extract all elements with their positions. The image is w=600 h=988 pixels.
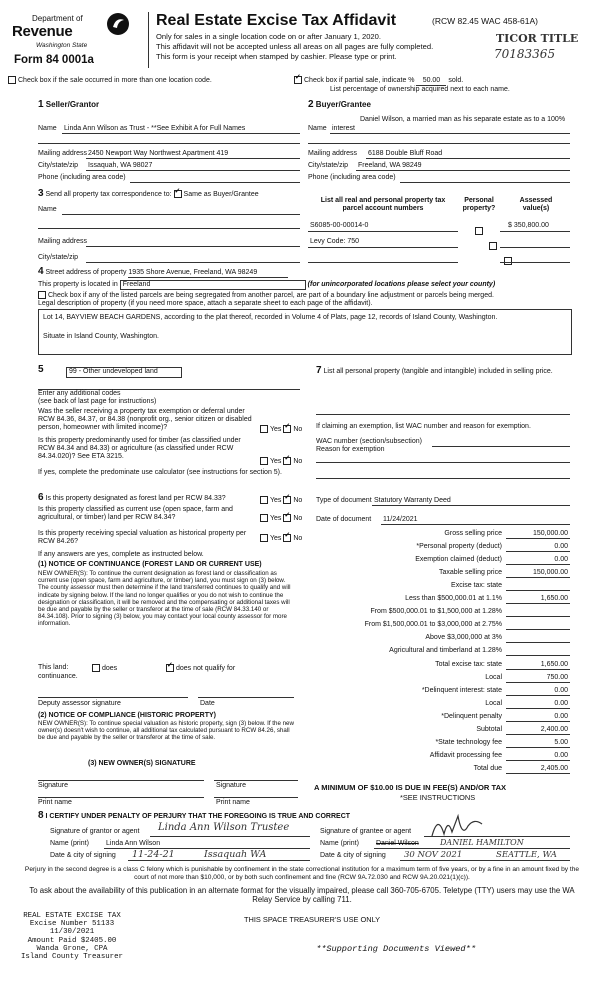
checkbox[interactable]	[38, 291, 46, 299]
levy-code[interactable]: Levy Code: 750	[310, 238, 360, 245]
s5-q2: Is this property predominantly used for timber (as classified under RCW 84.34 and 84.33) or agriculture (as classified under RCW 84.34.020)? See ETA 3215.	[38, 437, 241, 460]
rule	[38, 228, 300, 229]
buyer-name-top[interactable]: Daniel Wilson, a married man as his separate estate as to a 100%	[360, 116, 566, 123]
this-land-label: This land:	[38, 664, 69, 671]
located-label: This property is located in	[38, 281, 118, 288]
tax-row-label: Above $3,000,000 at 3%	[425, 634, 502, 642]
section-2-heading	[308, 101, 371, 109]
stamp-line: REAL ESTATE EXCISE TAX	[23, 912, 121, 920]
revenue-label: Revenue	[12, 23, 73, 40]
tax-row-value[interactable]: 0.00	[554, 712, 568, 720]
rule	[366, 158, 570, 159]
legal-line-2: Situate in Island County, Washington.	[43, 333, 159, 340]
segregated-check[interactable]	[38, 291, 583, 300]
header-note-2: This affidavit will not be accepted unless all areas on all pages are fully completed.	[156, 42, 434, 51]
tax-row-rule	[506, 708, 570, 709]
use-code-select[interactable]: 99 - Other undeveloped land	[66, 367, 182, 378]
treasurer-use-label: THIS SPACE TREASURER'S USE ONLY	[244, 915, 381, 924]
tax-row-value[interactable]: 150,000.00	[532, 569, 568, 577]
stamp-line: 11/30/2021	[49, 928, 95, 937]
tax-row-label: Affidavit processing fee	[429, 751, 502, 759]
buyer-city[interactable]: Freeland, WA 98249	[358, 162, 422, 169]
tax-row-rule	[506, 577, 570, 578]
section-4-num: 4	[38, 266, 44, 277]
no-checkbox[interactable]	[283, 514, 291, 522]
tax-row-value[interactable]: 0.00	[554, 543, 568, 551]
located-row	[38, 280, 495, 290]
no-checkbox[interactable]	[283, 457, 291, 465]
rule	[424, 836, 570, 837]
seller-name[interactable]: Linda Ann Wilson as Trust - **See Exhibit A for Full Names	[64, 125, 246, 132]
tax-row-rule	[506, 616, 570, 617]
deputy-date-label: Date	[200, 700, 215, 707]
assessed-value-1[interactable]: $ 350,800.00	[508, 222, 549, 229]
grantor-signature[interactable]: Linda Ann Wilson Trustee	[158, 822, 290, 833]
new-owner-sig-title: (3) NEW OWNER(S) SIGNATURE	[88, 760, 196, 767]
tax-row-value[interactable]: 0.00	[554, 686, 568, 694]
grantee-name[interactable]: Daniel Wilson	[376, 840, 419, 847]
rule	[150, 836, 310, 837]
continuance-label: continuance.	[38, 673, 78, 680]
tax-row-label: Gross selling price	[444, 530, 502, 537]
personal-property-checkbox-3[interactable]	[504, 257, 512, 265]
grantor-sig-label: Signature of grantor or agent	[50, 828, 140, 835]
dept-of-label: Department of	[32, 14, 83, 23]
section-1-num: 1	[38, 99, 44, 110]
form-title: Real Estate Excise Tax Affidavit	[156, 12, 397, 29]
tax-row-value[interactable]: 150,000.00	[532, 530, 568, 537]
no-checkbox[interactable]	[283, 496, 291, 504]
tax-row-label: Local	[485, 699, 502, 707]
rule	[330, 133, 570, 134]
no-label: No	[293, 496, 303, 504]
pct-note: List percentage of ownership acquired next to each name.	[330, 86, 510, 93]
form-number: Form 84 0001a	[14, 54, 94, 66]
stamp-line: Wanda Grone, CPA	[36, 944, 108, 953]
does-check[interactable]	[92, 664, 117, 673]
doc-type[interactable]: Statutory Warranty Deed	[374, 497, 451, 504]
section-4-heading	[38, 268, 288, 278]
street-address[interactable]: 1935 Shore Avenue, Freeland, WA 98249	[128, 269, 288, 278]
no-label: No	[293, 514, 303, 522]
wac-label: WAC number (section/subsection)	[316, 438, 422, 445]
tax-row-label: Subtotal	[476, 725, 502, 733]
header-note-1: Only for sales in a single location code on or after January 1, 2020.	[156, 32, 381, 41]
section-2-num: 2	[308, 99, 314, 110]
seller-phone-label: Phone (including area code)	[38, 174, 126, 181]
tax-row-label: Exemption claimed (deduct)	[415, 556, 502, 564]
seller-city-label: City/state/zip	[38, 162, 79, 169]
certify-heading	[38, 812, 350, 821]
yes-label: Yes	[270, 457, 282, 465]
if-yes-note: If any answers are yes, complete as instructed below.	[38, 551, 204, 558]
no-checkbox[interactable]	[283, 425, 291, 433]
buyer-name-label: Name	[308, 125, 327, 132]
perjury-notice: Perjury in the second degree is a class C felony which is punishable by confinement in the state correctional institution for a maximum term of five years, or by a fine in an amount fixed by the court of not more than $10,000, or by both such confinement and fine (RCW 9A.72.030 and RCW 9A.20.021(1)(c)).	[24, 866, 580, 881]
owner-signature-label: Signature	[38, 782, 68, 789]
s6-q3: Is this property receiving special valuation as historical property per RCW 84.26?	[38, 530, 247, 545]
rule	[308, 231, 458, 232]
supporting-docs-viewed: **Supporting Documents Viewed**	[316, 944, 476, 954]
tax-row-value[interactable]: 5.00	[554, 738, 568, 746]
tax-row-label: *State technology fee	[435, 738, 502, 746]
seller-heading: Seller/Grantor	[45, 100, 100, 109]
tax-row-rule	[506, 760, 570, 761]
street-address-label: Street address of property	[45, 269, 127, 276]
rule	[38, 797, 204, 798]
does-label: does	[102, 664, 118, 672]
rule	[62, 133, 300, 134]
s6-q1-text: Is this property designated as forest land per RCW 84.33?	[45, 495, 226, 502]
notice-1-body: NEW OWNER(S): To continue the current designation as forest land or classification as current use (open space, farm and agriculture, or timber) land, you must sign on (3) below. The county assessor must then determine if the land transferred continues to qualify and will indicate by signing below. If the land no longer qualifies or you do not wish to continue the designation or classification, it will be removed and the compensating or additional taxes will be due and payable by the seller or transferor at the time of sale (RCW 84.33.140 or 84.34.108). Prior to signing (3) below, you may contact your local county assessor for more information.	[38, 570, 291, 628]
partial-sale-label: Check box if partial sale, indicate %	[304, 76, 415, 84]
section-3-num: 3	[38, 188, 44, 199]
rule	[86, 262, 300, 263]
owner-print-label: Print name	[38, 799, 72, 806]
rule	[86, 246, 300, 247]
yes-label: Yes	[270, 425, 282, 433]
rule	[214, 797, 298, 798]
tax-row-label: *Personal property (deduct)	[416, 543, 502, 551]
rule	[372, 505, 570, 506]
tax-row-rule	[506, 590, 570, 591]
checkbox-checked[interactable]	[294, 76, 302, 84]
s5-q1: Was the seller receiving a property tax exemption or deferral under RCW 84.36, 84.37, or 84.38 (nonprofit org., senior citizen or disabled person, homeowner with limited income)?	[38, 408, 252, 431]
tax-row-rule	[506, 695, 570, 696]
tax-row-rule	[506, 734, 570, 735]
minimum-notice: A MINIMUM OF $10.00 IS DUE IN FEE(S) AND/OR TAX	[314, 783, 507, 792]
doc-date-label: Date of document	[316, 516, 372, 523]
rule	[374, 848, 570, 849]
tax-row-rule	[506, 655, 570, 656]
grantee-date-label: Date & city of signing	[320, 852, 386, 859]
multi-location-check[interactable]	[8, 76, 212, 85]
tax-row-rule	[506, 629, 570, 630]
stamp-line: Amount Paid $2405.00	[27, 936, 117, 945]
section-8-num: 8	[38, 810, 44, 821]
treasurer-stamp	[12, 912, 132, 961]
partial-pct[interactable]: 50.00	[416, 77, 446, 86]
rule	[356, 170, 570, 171]
rule	[38, 780, 204, 781]
deputy-sig-label: Deputy assessor signature	[38, 700, 121, 707]
does-not-label: does not qualify for	[176, 664, 236, 672]
ticor-stamp: TICOR TITLE	[496, 32, 579, 45]
notice-2-body: NEW OWNER(S): To continue special valuation as historic property, sign (3) below. If the new owner(s) doesn't wish to continue, all additional tax calculated pursuant to RCW 84.26, shall be due and payable by the seller or transferor at the time of sale.	[38, 720, 294, 742]
grantee-date[interactable]: 30 NOV 2021	[404, 850, 463, 860]
yes-checkbox[interactable]	[260, 457, 268, 465]
no-label: No	[293, 457, 303, 465]
rule	[62, 214, 300, 215]
rule	[316, 414, 570, 415]
does-not-check[interactable]	[166, 664, 235, 673]
s6-q2: Is this property classified as current use (open space, farm and agricultural, or timber) land per RCW 84.34?	[38, 506, 233, 521]
same-as-buyer-label: Same as Buyer/Grantee	[183, 191, 259, 198]
tax-row-rule	[506, 747, 570, 748]
tax-row-label: Less than $500,000.01 at 1.1%	[405, 595, 502, 603]
tax-row-label: Excise tax: state	[451, 582, 502, 590]
rule	[432, 446, 570, 447]
tax-row-rule	[506, 721, 570, 722]
rule	[128, 860, 310, 861]
grantor-date[interactable]: 11-24-21	[132, 849, 175, 860]
tax-row-rule	[506, 564, 570, 565]
tax-row-label: From $1,500,000.01 to $3,000,000 at 2.75%	[364, 621, 502, 629]
s3-city-label: City/state/zip	[38, 254, 79, 261]
tax-row-value[interactable]: 1,650.00	[540, 660, 568, 668]
tax-row-rule	[506, 682, 570, 683]
grantee-hand-name[interactable]: DANIEL HAMILTON	[440, 838, 524, 847]
section-5-num: 5	[38, 364, 44, 375]
rule	[500, 247, 570, 248]
legal-label: Legal description of property (if you need more space, attach a separate sheet to each page of the affidavit).	[38, 300, 373, 307]
section-7-text: List all personal property (tangible and intangible) included in selling price.	[323, 368, 553, 375]
buyer-address-label: Mailing address	[308, 150, 358, 157]
doc-date[interactable]: 11/24/2021	[383, 516, 418, 523]
see-back-label: (see back of last page for instructions)	[38, 398, 157, 405]
does-checkbox[interactable]	[92, 664, 100, 672]
s6-q1	[38, 494, 226, 503]
tax-row-value[interactable]: 0.00	[554, 751, 568, 759]
personal-property-checkbox-1[interactable]	[475, 227, 483, 235]
dor-logo	[10, 12, 132, 72]
buyer-heading: Buyer/Grantee	[315, 100, 371, 109]
s5-q2b: If yes, complete the predominate use calculator (see instructions for section 5).	[38, 469, 282, 476]
tax-row-value[interactable]: 750.00	[546, 673, 568, 681]
rule	[316, 478, 570, 479]
wa-state-label: Washington State	[36, 42, 88, 49]
seller-city[interactable]: Issaquah, WA 98027	[88, 162, 153, 169]
owner-signature-label-2: Signature	[216, 782, 246, 789]
rule	[214, 780, 298, 781]
personal-col-header: Personal property?	[462, 197, 496, 212]
ticor-number: 70183365	[494, 47, 556, 61]
owner-print-label-2: Print name	[216, 799, 250, 806]
tax-row-rule	[506, 773, 570, 774]
rule	[198, 697, 294, 698]
does-not-checkbox[interactable]	[166, 664, 174, 672]
tax-row-rule	[506, 551, 570, 552]
rule	[316, 462, 570, 463]
rule	[400, 860, 570, 861]
yes-label: Yes	[270, 534, 282, 542]
tax-row-rule	[506, 669, 570, 670]
yes-checkbox[interactable]	[260, 496, 268, 504]
s6-q3-answer[interactable]	[260, 534, 302, 543]
doc-type-label: Type of document	[316, 497, 372, 504]
unincorporated-note: (for unincorporated locations please select your county)	[307, 281, 496, 288]
legal-description-box[interactable]	[38, 309, 572, 355]
revenue-emblem-icon	[106, 12, 130, 36]
tax-row-label: *Delinquent penalty	[441, 712, 502, 720]
partial-sale-check[interactable]	[294, 76, 463, 86]
seller-address[interactable]: 2450 Newport Way Northwest Apartment 419	[88, 150, 229, 157]
s5-q2-answer[interactable]	[260, 457, 302, 466]
no-label: No	[293, 425, 303, 433]
rule	[308, 143, 570, 144]
multi-location-label: Check box if the sale occurred in more than one location code.	[18, 76, 212, 84]
tax-row-value[interactable]: 0.00	[554, 699, 568, 707]
certify-text: I CERTIFY UNDER PENALTY OF PERJURY THAT THE FOREGOING IS TRUE AND CORRECT	[45, 813, 351, 820]
rule	[500, 262, 570, 263]
s6-q2-answer[interactable]	[260, 514, 302, 523]
section-6-num: 6	[38, 492, 44, 503]
tax-row-label: Local	[485, 673, 502, 681]
rule	[400, 182, 570, 183]
tax-row-label: Total excise tax: state	[435, 660, 502, 668]
tax-row-value[interactable]: 2,400.00	[540, 725, 568, 733]
tax-row-label: Total due	[473, 764, 502, 772]
yes-checkbox[interactable]	[260, 534, 268, 542]
tax-row-rule	[506, 603, 570, 604]
tax-row-label: From $500,000.01 to $1,500,000 at 1.28%	[370, 608, 502, 616]
s3-address-label: Mailing address	[38, 238, 88, 245]
grantee-name-label: Name (print)	[320, 840, 359, 847]
buyer-city-label: City/state/zip	[308, 162, 349, 169]
see-instructions: *SEE INSTRUCTIONS	[400, 793, 476, 802]
tax-row-value[interactable]: 2,405.00	[540, 764, 568, 772]
rcw-ref: (RCW 82.45 WAC 458-61A)	[432, 16, 538, 26]
tax-row-rule	[506, 642, 570, 643]
stamp-line: Excise Number 51133	[29, 920, 115, 929]
grantee-sig-label: Signature of grantee or agent	[320, 828, 412, 835]
rule	[86, 158, 300, 159]
grantor-date-label: Date & city of signing	[50, 852, 116, 859]
tax-row-label: Taxable selling price	[438, 569, 502, 577]
grantor-name[interactable]: Linda Ann Wilson	[106, 840, 161, 847]
reason-label: Reason for exemption	[316, 446, 385, 453]
yes-checkbox[interactable]	[260, 425, 268, 433]
tax-row-label: Agricultural and timberland at 1.28%	[389, 647, 502, 655]
s6-q1-answer[interactable]	[260, 496, 302, 505]
rule	[130, 182, 300, 183]
section-3-heading	[38, 190, 259, 199]
rule	[308, 262, 458, 263]
rule	[500, 231, 570, 232]
parcel-col-header: List all real and personal property tax parcel account numbers	[320, 197, 446, 212]
stamp-line: Island County Treasurer	[20, 953, 123, 962]
legal-line-1: Lot 14, BAYVIEW BEACH GARDENS, according to the plat thereof, recorded in Volume 4 of Plats, page 12, records of Island County, Washington.	[43, 314, 498, 321]
rule	[38, 697, 188, 698]
assessed-col-header: Assessed value(s)	[519, 197, 553, 212]
rule	[86, 170, 300, 171]
grantee-city[interactable]: SEATTLE, WA	[496, 850, 557, 860]
buyer-address[interactable]: 6188 Double Bluff Road	[368, 150, 443, 157]
grantor-city[interactable]: Issaquah WA	[204, 849, 267, 860]
seller-address-label: Mailing address	[38, 150, 88, 157]
notice-1-title: (1) NOTICE OF CONTINUANCE (FOREST LAND OR CURRENT USE)	[38, 561, 262, 568]
sold-label: sold.	[448, 76, 464, 84]
rule	[381, 524, 570, 525]
seller-name-label: Name	[38, 125, 57, 132]
s5-q1-answer[interactable]	[260, 425, 302, 434]
s3-name-label: Name	[38, 206, 57, 213]
parcel-1[interactable]: S6085-00-00014-0	[310, 222, 369, 229]
grantor-name-label: Name (print)	[50, 840, 89, 847]
notice-2-title: (2) NOTICE OF COMPLIANCE (HISTORIC PROPERTY)	[38, 712, 216, 719]
section-3-text: Send all property tax correspondence to:	[45, 191, 172, 198]
section-7-num: 7	[316, 365, 322, 376]
personal-property-checkbox-2[interactable]	[489, 242, 497, 250]
no-checkbox[interactable]	[283, 534, 291, 542]
section-7-heading	[316, 367, 570, 376]
section-1-heading	[38, 101, 99, 109]
exemption-label: If claiming an exemption, list WAC number and reason for exemption.	[316, 423, 531, 430]
tax-row-value[interactable]: 1,650.00	[540, 595, 568, 603]
located-select[interactable]: Freeland	[120, 280, 306, 290]
same-as-buyer-checkbox[interactable]	[174, 190, 182, 198]
yes-checkbox[interactable]	[260, 514, 268, 522]
buyer-phone-label: Phone (including area code)	[308, 174, 396, 181]
header-note-3: This form is your receipt when stamped by cashier. Please type or print.	[156, 52, 397, 61]
add-codes-label: Enter any additional codes	[38, 390, 121, 397]
header-divider	[148, 12, 149, 68]
checkbox[interactable]	[8, 76, 16, 84]
tax-row-label: *Delinquent interest: state	[421, 686, 502, 694]
no-label: No	[293, 534, 303, 542]
segregated-label: Check box if any of the listed parcels are being segregated from another parcel, are part of a boundary line adjustment or parcels being merged.	[48, 291, 494, 299]
yes-label: Yes	[270, 496, 282, 504]
tax-row-rule	[506, 538, 570, 539]
yes-label: Yes	[270, 514, 282, 522]
rule	[38, 143, 300, 144]
alternate-format: To ask about the availability of this publication in an alternate format for the visually impaired, please call 360-705-6705. Teletype (TTY) users may use the WA Relay Service by calling 711.	[29, 886, 575, 905]
tax-row-value[interactable]: 0.00	[554, 556, 568, 564]
buyer-name[interactable]: interest	[332, 125, 355, 132]
rule	[308, 247, 458, 248]
